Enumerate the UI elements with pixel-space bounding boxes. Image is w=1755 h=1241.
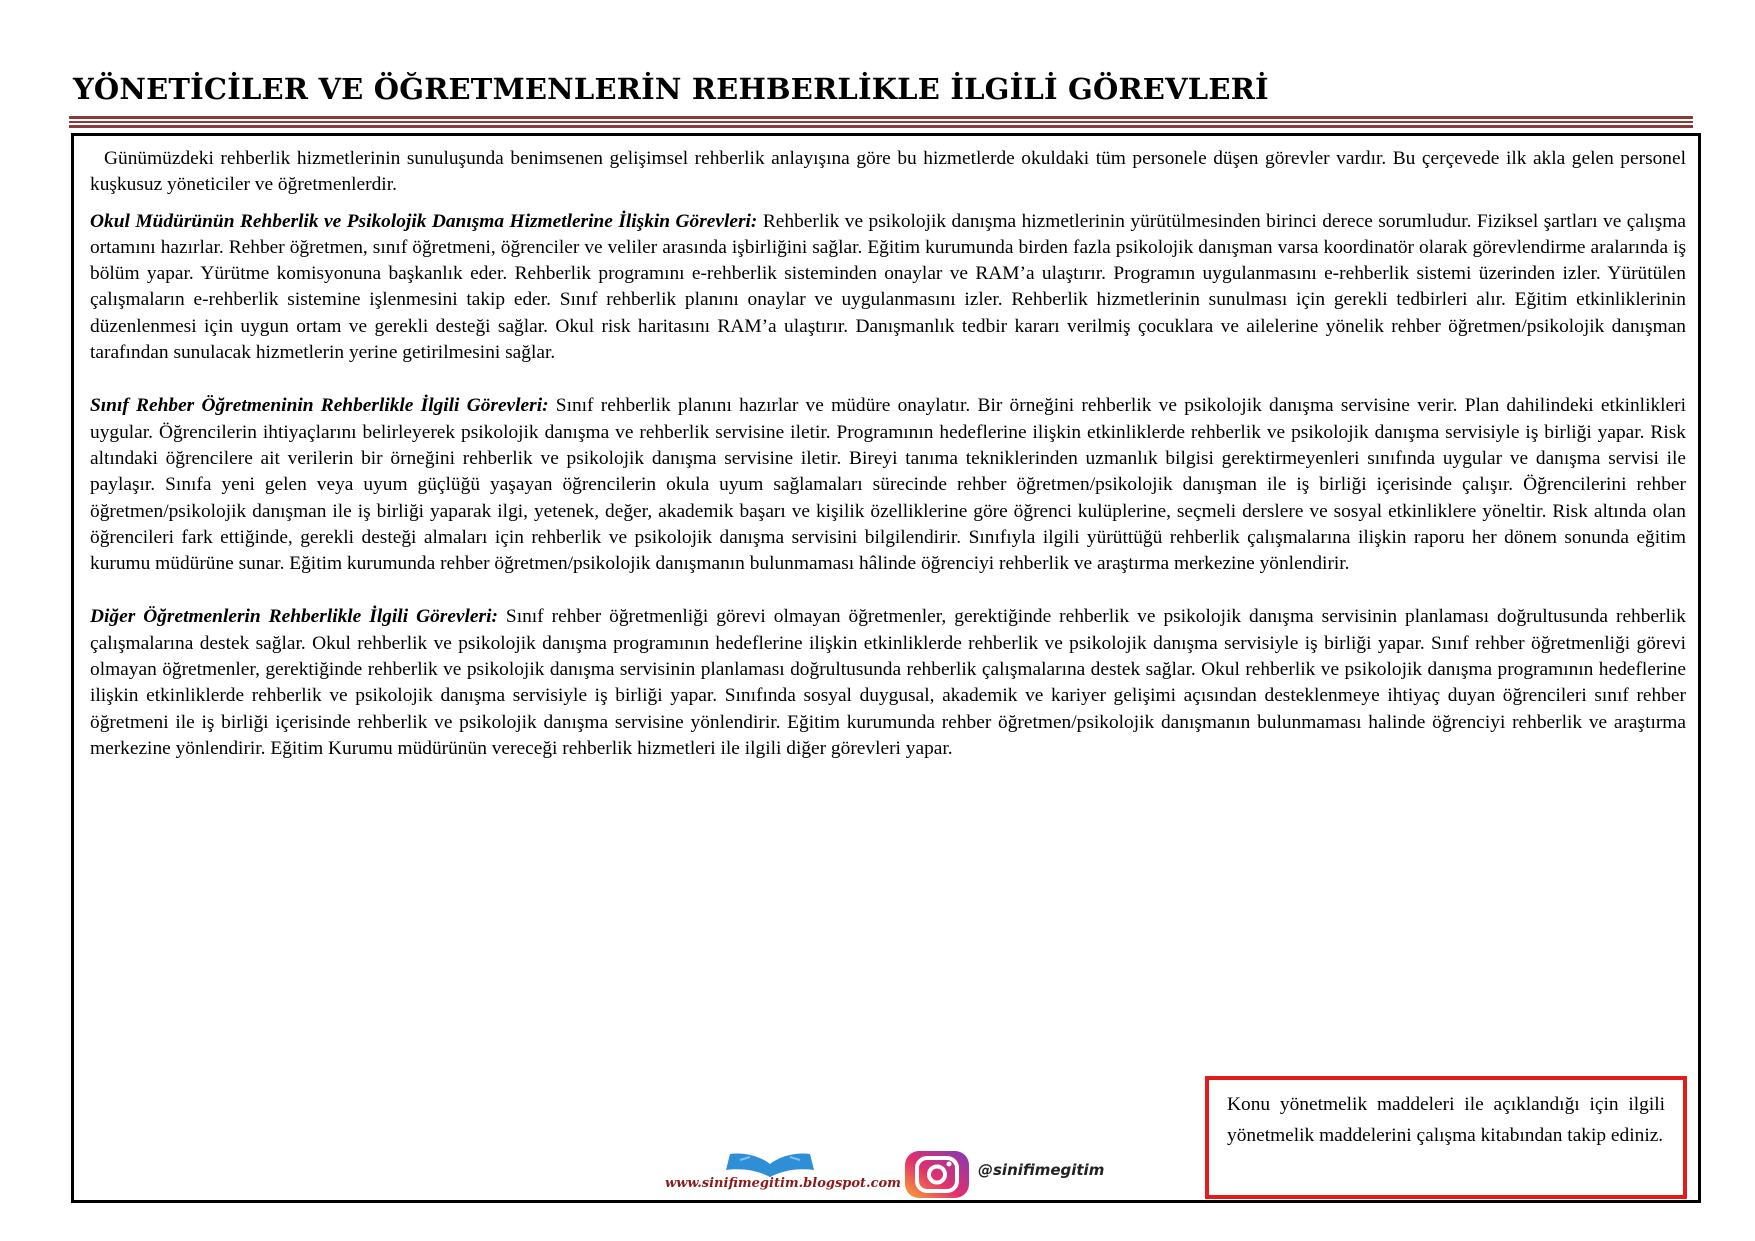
section-heading: Diğer Öğretmenlerin Rehberlikle İlgili Görevleri: <box>90 606 498 628</box>
section-other-teachers <box>90 604 1686 762</box>
section-body: Rehberlik ve psikolojik danışma hizmetlerinin yürütülmesinden birinci derece sorumludur. Fiziksel şartları ve çalışma ortamını hazırlar. Rehber öğretmen, sınıf öğretmeni, öğrenciler ve veliler arasında işbirliğini sağlar. Eğitim kurumunda birden fazla psikolojik danışman varsa koordinatör olarak görevlendirme aralarında iş bölüm yapar. Yürütme komisyonuna başkanlık eder. Rehberlik programını e-rehberlik sisteminden onaylar ve RAM’a ulaştırır. Programın uygulanmasını e-rehberlik sistemi üzerinden izler. Yürütülen çalışmaların e-rehberlik sistemine işlenmesini takip eder. Sınıf rehberlik planını onaylar ve uygulanmasını izler. Rehberlik hizmetlerinin sunulması için gerekli tedbirleri alır. Eğitim etkinliklerinin düzenlenmesi için uygun ortam ve gerekli desteği sağlar. Okul risk haritasını RAM’a ulaştırır. Danışmanlık tedbir kararı verilmiş çocuklara ve ailelerine yönelik rehber öğretmen/psikolojik danışman tarafından sunulacak hizmetlerin yerine getirilmesini sağlar. <box>90 210 1686 364</box>
section-heading: Okul Müdürünün Rehberlik ve Psikolojik Danışma Hizmetlerine İlişkin Görevleri: <box>90 210 758 232</box>
title-underline <box>69 121 1693 123</box>
title-underline <box>69 125 1693 128</box>
instagram-handle[interactable]: @sinifimegitim <box>978 1161 1105 1179</box>
section-body: Sınıf rehber öğretmenliği görevi olmayan öğretmenler, gerektiğinde rehberlik ve psikolojik danışma servisinin planlaması doğrultusunda rehberlik çalışmalarına destek sağlar. Okul rehberlik ve psikolojik danışma programının hedeflerine ilişkin etkinliklerde rehberlik ve psikolojik danışma servisiyle iş birliği yapar. Sınıf rehber öğretmenliği görevi olmayan öğretmenler, gerektiğinde rehberlik ve psikolojik danışma servisinin planlaması doğrultusunda rehberlik çalışmalarına destek sağlar. Okul rehberlik ve psikolojik danışma programının hedeflerine ilişkin etkinliklerde rehberlik ve psikolojik danışma servisiyle iş birliği yapar. Sınıfında sosyal duygusal, akademik ve kariyer gelişimi açısından desteklenmeye ihtiyaç duyan öğrencileri sınıf rehber öğretmeni ile iş birliği içerisinde rehberlik ve psikolojik danışma servisine yönlendirir. Eğitim kurumunda rehber öğretmen/psikolojik danışmanın bulunmaması halinde öğrenciyi rehberlik ve araştırma merkezine yönlendirir. Eğitim Kurumu müdürünün vereceği rehberlik hizmetleri ile ilgili diğer görevleri yapar. <box>90 606 1686 759</box>
note-box: Konu yönetmelik maddeleri ile açıklandığı için ilgili yönetmelik maddelerini çalışma kitabından takip ediniz. <box>1205 1076 1687 1199</box>
blog-url[interactable]: www.sinifimegitim.blogspot.com <box>665 1176 901 1191</box>
instagram-icon[interactable] <box>903 1150 973 1200</box>
section-heading: Sınıf Rehber Öğretmeninin Rehberlikle İlgili Görevleri: <box>90 395 549 417</box>
page-title: YÖNETİCİLER VE ÖĞRETMENLERİN REHBERLİKLE İLGİLİ GÖREVLERİ <box>73 72 1269 106</box>
title-underline <box>69 116 1693 119</box>
section-principal <box>90 209 1686 367</box>
section-class-teacher <box>90 393 1686 577</box>
blog-logo[interactable] <box>660 1148 900 1198</box>
document-body <box>90 146 1686 762</box>
section-body: Sınıf rehberlik planını hazırlar ve müdüre onaylatır. Bir örneğini rehberlik ve psikolojik danışma servisine verir. Plan dahilindeki etkinlikleri uygular. Öğrencilerin ihtiyaçlarını belirleyerek psikolojik danışma ve rehberlik servisine iletir. Programının hedeflerine ilişkin etkinliklerde rehberlik ve psikolojik danışma servisiyle iş birliği yapar. Risk altındaki öğrencilere ait verilerin bir örneğini rehberlik ve psikolojik danışma servisine iletir. Bireyi tanıma tekniklerinden uzmanlık bilgisi gerektirmeyenleri sınıfında uygular ve danışma servisi ile paylaşır. Sınıfa yeni gelen veya uyum güçlüğü yaşayan öğrencilerin okula uyum sağlamaları sürecinde rehber öğretmen/psikolojik danışman ile iş birliği içerisinde çalışır. Öğrencilerini rehber öğretmen/psikolojik danışman ile iş birliği yaparak ilgi, yetenek, değer, akademik başarı ve kişilik özelliklerine göre öğrenci kulüplerine, seçmeli derslere ve sosyal etkinliklere yöneltir. Risk altında olan öğrencileri fark ettiğinde, gerekli desteği almaları için rehberlik ve psikolojik danışma servisini bilgilendirir. Sınıfıyla ilgili yürüttüğü rehberlik çalışmalarına ilişkin raporu her dönem sonunda eğitim kurumu müdürüne sunar. Eğitim kurumunda rehber öğretmen/psikolojik danışmanın bulunmaması hâlinde öğrenciyi rehberlik ve araştırma merkezine yönlendirir. <box>90 395 1686 575</box>
intro-paragraph: Günümüzdeki rehberlik hizmetlerinin sunuluşunda benimsenen gelişimsel rehberlik anlayışına göre bu hizmetlerde okuldaki tüm personele düşen görevler vardır. Bu çerçevede ilk akla gelen personel kuşkusuz yöneticiler ve öğretmenlerdir. <box>90 148 1686 196</box>
